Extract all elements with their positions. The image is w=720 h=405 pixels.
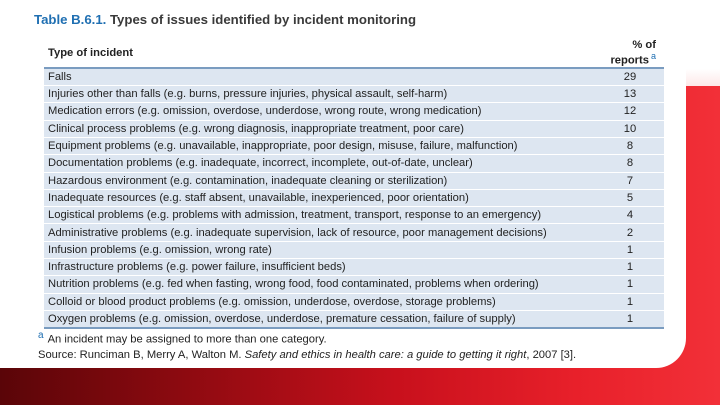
- header-reports-note-mark: a: [650, 51, 656, 61]
- incident-type-cell: Clinical process problems (e.g. wrong diagnosis, inappropriate treatment, poor care): [44, 120, 596, 137]
- table-row: [44, 86, 664, 103]
- table-row: [44, 189, 664, 206]
- footnote-mark: a: [38, 330, 44, 341]
- header-type: [44, 39, 596, 68]
- report-percent-cell: 1: [596, 310, 664, 328]
- report-percent-cell: 1: [596, 293, 664, 310]
- report-percent-cell: 12: [596, 103, 664, 120]
- report-percent-cell: 1: [596, 241, 664, 258]
- incident-type-cell: Colloid or blood product problems (e.g. omission, underdose, overdose, storage problems): [44, 293, 596, 310]
- report-percent-cell: 1: [596, 276, 664, 293]
- source-prefix: Source: Runciman B, Merry A, Walton M.: [38, 349, 245, 361]
- footnote: [38, 330, 327, 346]
- table-row: [44, 155, 664, 172]
- incident-type-cell: Inadequate resources (e.g. staff absent, unavailable, inexperienced, poor orientation): [44, 189, 596, 206]
- incident-type-cell: Falls: [44, 68, 596, 86]
- report-percent-cell: 7: [596, 172, 664, 189]
- header-type-label: Type of incident: [48, 46, 133, 59]
- source-line: [38, 349, 576, 361]
- table-row: [44, 293, 664, 310]
- report-percent-cell: 2: [596, 224, 664, 241]
- table-row: [44, 68, 664, 86]
- table-row: [44, 310, 664, 328]
- table-row: [44, 120, 664, 137]
- source-title: Safety and ethics in health care: a guide to getting it right: [244, 349, 527, 361]
- report-percent-cell: 29: [596, 68, 664, 86]
- incident-type-cell: Injuries other than falls (e.g. burns, pressure injuries, physical assault, self-harm): [44, 86, 596, 103]
- table-caption-label: Table B.6.1.: [34, 12, 107, 27]
- table-row: [44, 224, 664, 241]
- incident-type-cell: Oxygen problems (e.g. omission, overdose, underdose, premature cessation, failure of supply): [44, 310, 596, 328]
- table-row: [44, 207, 664, 224]
- table-row: [44, 241, 664, 258]
- incident-table: [44, 39, 664, 329]
- incident-type-cell: Nutrition problems (e.g. fed when fasting, wrong food, food contaminated, problems when ordering): [44, 276, 596, 293]
- report-percent-cell: 13: [596, 86, 664, 103]
- header-reports-label: % of reports: [610, 39, 656, 67]
- incident-type-cell: Documentation problems (e.g. inadequate, incorrect, incomplete, out-of-date, unclear): [44, 155, 596, 172]
- table-row: [44, 276, 664, 293]
- table-caption: [34, 12, 416, 27]
- table-header-row: [44, 39, 664, 68]
- report-percent-cell: 1: [596, 259, 664, 276]
- incident-type-cell: Medication errors (e.g. omission, overdose, underdose, wrong route, wrong medication): [44, 103, 596, 120]
- incident-type-cell: Logistical problems (e.g. problems with admission, treatment, transport, response to an emergency): [44, 207, 596, 224]
- table-row: [44, 137, 664, 154]
- incident-type-cell: Infusion problems (e.g. omission, wrong rate): [44, 241, 596, 258]
- footnote-text: An incident may be assigned to more than one category.: [47, 333, 327, 346]
- incident-type-cell: Hazardous environment (e.g. contamination, inadequate cleaning or sterilization): [44, 172, 596, 189]
- incident-type-cell: Infrastructure problems (e.g. power failure, insufficient beds): [44, 259, 596, 276]
- incident-type-cell: Administrative problems (e.g. inadequate supervision, lack of resource, poor management decisions): [44, 224, 596, 241]
- table-row: [44, 103, 664, 120]
- report-percent-cell: 5: [596, 189, 664, 206]
- report-percent-cell: 4: [596, 207, 664, 224]
- header-reports: [596, 39, 664, 68]
- source-suffix: , 2007 [3].: [526, 349, 577, 361]
- table-row: [44, 172, 664, 189]
- table-caption-title: Types of issues identified by incident monitoring: [109, 12, 417, 27]
- report-percent-cell: 8: [596, 137, 664, 154]
- table-row: [44, 259, 664, 276]
- report-percent-cell: 10: [596, 120, 664, 137]
- report-percent-cell: 8: [596, 155, 664, 172]
- incident-type-cell: Equipment problems (e.g. unavailable, inappropriate, poor design, misuse, failure, malfunction): [44, 137, 596, 154]
